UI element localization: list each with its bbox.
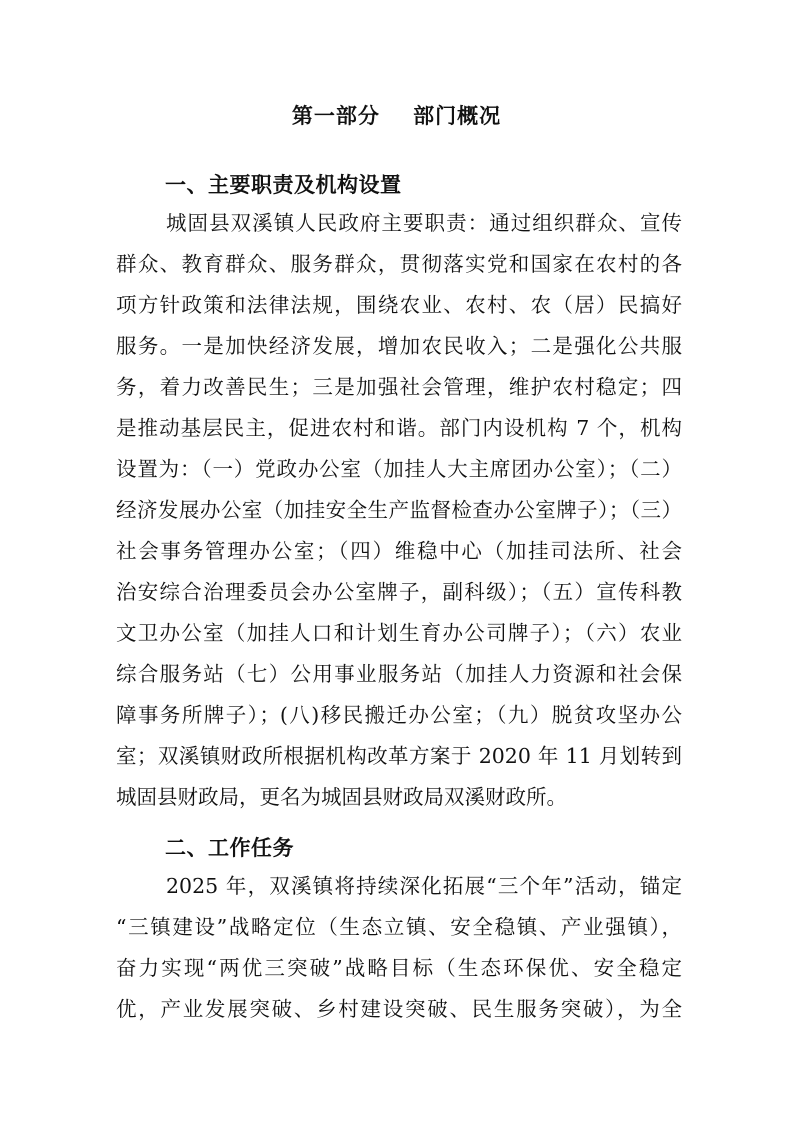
- paragraph-line: 项方针政策和法律法规，围绕农业、农村、农（居）民搞好: [116, 293, 682, 317]
- paragraph-line: 奋力实现“两优三突破”战略目标（生态环保优、安全稳定: [116, 956, 682, 980]
- paragraph-line: 社会事务管理办公室；（四）维稳中心（加挂司法所、社会: [116, 539, 682, 563]
- paragraph-line: 经济发展办公室（加挂安全生产监督检查办公室牌子）；（三）: [116, 498, 682, 522]
- paragraph-line: 务，着力改善民生；三是加强社会管理，维护农村稳定；四: [116, 375, 682, 399]
- paragraph-line: 综合服务站（七）公用事业服务站（加挂人力资源和社会保: [116, 662, 682, 686]
- paragraph-line: 优，产业发展突破、乡村建设突破、民生服务突破），为全: [116, 997, 682, 1021]
- paragraph-line: 城固县双溪镇人民政府主要职责：通过组织群众、宣传: [166, 211, 682, 235]
- paragraph-line: 群众、教育群众、服务群众，贯彻落实党和国家在农村的各: [116, 252, 682, 276]
- paragraph-line: “三镇建设”战略定位（生态立镇、安全稳镇、产业强镇），: [116, 915, 682, 939]
- section-heading-duties: 一、主要职责及机构设置: [165, 172, 402, 197]
- paragraph-line: 2025 年，双溪镇将持续深化拓展“三个年”活动，锚定: [166, 874, 682, 898]
- paragraph-line: 障事务所牌子）；(八)移民搬迁办公室；（九）脱贫攻坚办公: [116, 703, 682, 727]
- page-title: 第一部分 部门概况: [291, 103, 502, 128]
- paragraph-line: 服务。一是加快经济发展，增加农民收入；二是强化公共服: [116, 334, 682, 358]
- paragraph-line: 设置为：（一）党政办公室（加挂人大主席团办公室）；（二）: [116, 457, 682, 481]
- paragraph-line: 城固县财政局，更名为城固县财政局双溪财政所。: [116, 785, 567, 809]
- paragraph-line: 文卫办公室（加挂人口和计划生育办公司牌子）；（六）农业: [116, 621, 682, 645]
- section-heading-tasks: 二、工作任务: [165, 835, 294, 860]
- paragraph-line: 是推动基层民主，促进农村和谐。部门内设机构 7 个，机构: [116, 416, 682, 440]
- paragraph-line: 室；双溪镇财政所根据机构改革方案于 2020 年 11 月划转到: [116, 744, 682, 768]
- paragraph-line: 治安综合治理委员会办公室牌子，副科级）；（五）宣传科教: [116, 580, 682, 604]
